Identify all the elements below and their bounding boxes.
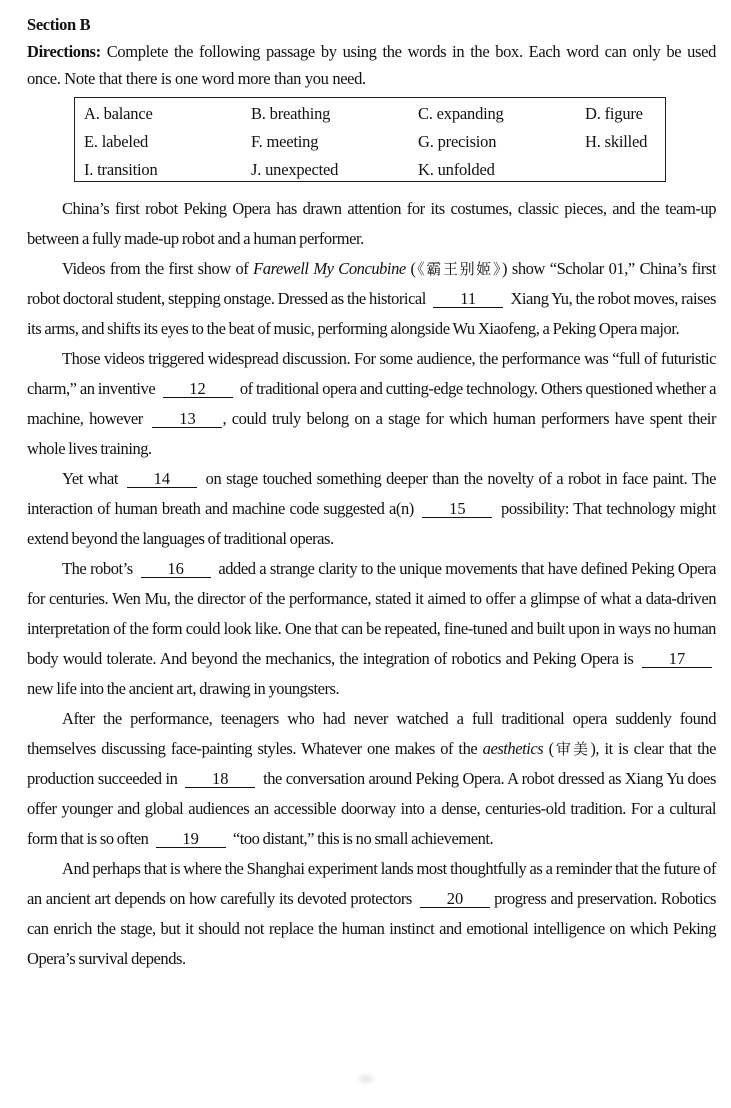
paragraph-7: [27, 854, 716, 974]
option-word: balance: [103, 104, 153, 123]
paragraph-text: After the performance, teenagers who had never watched a full traditional opera suddenly found themselves discussing face-painting styles. Whatever one makes of the: [27, 709, 716, 758]
directions-text: Complete the following passage by using the words in the box. Each word can only be used once. Note that there is one word more than you need.: [27, 42, 716, 88]
paragraph-3: [27, 344, 716, 464]
word-option-i: [84, 160, 158, 180]
paragraph-text: ) show “Scholar 01,” China’s first robot doctoral student, stepping onstage. Dressed as the historical: [27, 259, 716, 308]
paragraph-text: China’s first robot Peking Opera has drawn attention for its costumes, classic pieces, and the team-up between a fully made-up robot and a human performer.: [27, 199, 716, 248]
option-letter: B.: [251, 104, 266, 123]
option-letter: E.: [84, 132, 98, 151]
paragraph-text: Xiang Yu, the robot moves, raises its arms, and shifts its eyes to the beat of music, performing alongside Wu Xiaofeng, a Peking Opera major.: [27, 289, 716, 338]
paragraph-text: Yet what: [62, 469, 118, 488]
option-word: breathing: [269, 104, 331, 123]
blank-14[interactable]: 14: [127, 470, 197, 488]
word-option-j: [251, 160, 338, 180]
option-word: precision: [437, 132, 497, 151]
blank-11[interactable]: 11: [433, 290, 503, 308]
option-word: transition: [97, 160, 158, 179]
work-title: Farewell My Concubine: [253, 259, 406, 278]
blank-13[interactable]: 13: [152, 410, 222, 428]
option-letter: J.: [251, 160, 262, 179]
option-word: unfolded: [437, 160, 495, 179]
blank-15[interactable]: 15: [422, 500, 492, 518]
blank-16[interactable]: 16: [141, 560, 211, 578]
word-option-d: [585, 104, 643, 124]
section-header: [27, 11, 716, 92]
paragraph-2: [27, 254, 716, 344]
option-letter: A.: [84, 104, 100, 123]
option-word: labeled: [101, 132, 148, 151]
paragraph-text: (: [405, 259, 416, 278]
paragraph-text: of traditional opera and cutting-edge technology. Others questioned whether a machine, however: [27, 379, 716, 428]
paragraph-text: “too distant,” this is no small achievement.: [232, 829, 494, 848]
passage: [27, 194, 716, 974]
italic-term: aesthetics: [482, 739, 544, 758]
word-option-k: [418, 160, 495, 180]
option-letter: K.: [418, 160, 434, 179]
blank-18[interactable]: 18: [185, 770, 255, 788]
word-option-e: [84, 132, 148, 152]
word-box: [74, 97, 666, 182]
directions-label: Directions:: [27, 42, 101, 61]
paragraph-text: new life into the ancient art, drawing in youngsters.: [27, 679, 340, 698]
paragraph-6: [27, 704, 716, 854]
blank-12[interactable]: 12: [163, 380, 233, 398]
option-letter: C.: [418, 104, 433, 123]
word-option-g: [418, 132, 496, 152]
paragraph-4: [27, 464, 716, 554]
paragraph-text: ), it is clear that the production succeeded in: [27, 739, 716, 788]
option-word: skilled: [604, 132, 648, 151]
paragraph-1: [27, 194, 716, 254]
word-option-h: [585, 132, 647, 152]
word-option-f: [251, 132, 318, 152]
option-word: meeting: [266, 132, 319, 151]
paragraph-text: on stage touched something deeper than the novelty of a robot in face paint. The interaction of human breath and machine code suggested a(n): [27, 469, 716, 518]
blank-19[interactable]: 19: [156, 830, 226, 848]
option-letter: F.: [251, 132, 263, 151]
section-title: Section B: [27, 15, 91, 34]
word-option-c: [418, 104, 504, 124]
option-word: expanding: [436, 104, 504, 123]
option-word: unexpected: [265, 160, 339, 179]
chinese-title: 《霸王别姬》: [415, 260, 503, 278]
scan-smudge: [355, 1072, 377, 1086]
paragraph-5: [27, 554, 716, 704]
option-letter: H.: [585, 132, 601, 151]
word-option-b: [251, 104, 330, 124]
option-letter: G.: [418, 132, 434, 151]
paragraph-text: And perhaps that is where the Shanghai experiment lands most thoughtfully as a reminder that the future of an ancient art depends on how carefully its devoted protectors: [27, 859, 716, 908]
option-letter: I.: [84, 160, 94, 179]
paragraph-text: (: [543, 739, 554, 758]
word-option-a: [84, 104, 153, 124]
paragraph-text: the conversation around Peking Opera. A robot dressed as Xiang Yu does offer younger and global audiences an accessible doorway into a dense, centuries-old tradition. For a cultural form that is so often: [27, 769, 716, 848]
paragraph-text: Videos from the first show of: [62, 259, 254, 278]
paragraph-text: progress and preservation. Robotics can enrich the stage, but it should not replace the human instinct and emotional intelligence on which Peking Opera’s survival depends.: [27, 889, 717, 968]
blank-20[interactable]: 20: [420, 890, 490, 908]
option-letter: D.: [585, 104, 601, 123]
paragraph-text: , could truly belong on a stage for which human performers have spent their whole lives training.: [27, 409, 716, 458]
option-word: figure: [604, 104, 643, 123]
chinese-gloss: 审美: [553, 740, 591, 758]
paragraph-text: Those videos triggered widespread discussion. For some audience, the performance was “full of futuristic charm,” an inventive: [27, 349, 716, 398]
paragraph-text: The robot’s: [62, 559, 133, 578]
blank-17[interactable]: 17: [642, 650, 712, 668]
paragraph-text: added a strange clarity to the unique movements that have defined Peking Opera for centuries. Wen Mu, the director of the performance, stated it aimed to offer a glimpse of what a data-driven interpretation of the form could look like. One that can be repeated, fine-tuned and built upon in ways no human body would tolerate. And beyond the mechanics, the integration of robotics and Peking Opera is: [27, 559, 716, 668]
paragraph-text: possibility: That technology might extend beyond the languages of traditional operas.: [27, 499, 716, 548]
directions: [27, 38, 716, 92]
